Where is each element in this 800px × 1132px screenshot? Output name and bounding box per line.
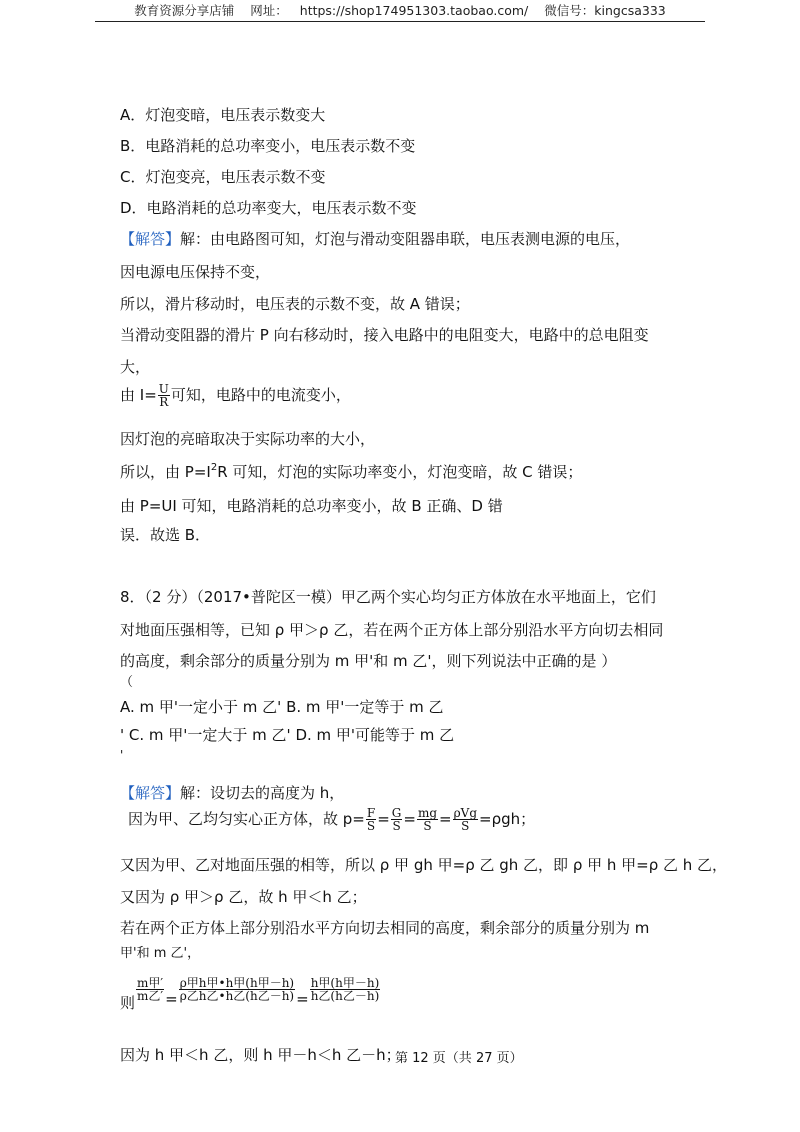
- answer-line-2: 因电源电压保持不变，: [120, 263, 271, 281]
- formula-prefix: 因为甲、乙均匀实心正方体，故 p=: [128, 810, 365, 828]
- numerator: ρ甲h甲•h甲(h甲－h): [179, 976, 295, 990]
- denominator: S: [461, 819, 470, 833]
- answer-line-1: [120, 229, 630, 249]
- question-8-line-2: 对地面压强相等，已知 ρ 甲＞ρ 乙，若在两个正方体上部分别沿水平方向切去相同: [120, 621, 664, 639]
- denominator: ρ乙h乙•h乙(h乙－h): [179, 989, 295, 1003]
- wechat-id: 微信号：kingcsa333: [544, 3, 666, 18]
- answer-line-3: 所以，滑片移动时，电压表的示数不变，故 A 错误；: [120, 295, 470, 313]
- option-d: D．电路消耗的总功率变大，电压表示数不变: [120, 199, 417, 217]
- formula-suffix: =ρgh；: [479, 810, 536, 828]
- numerator: mg: [417, 806, 438, 820]
- formula-suffix: R 可知，灯泡的实际功率变小，灯泡变暗，故 C 错误；: [217, 463, 583, 481]
- answer-line-8: [120, 462, 582, 485]
- question-8-options-1: A. m 甲'一定小于 m 乙' B. m 甲'一定等于 m 乙: [120, 698, 444, 716]
- fraction-mg-s: [417, 807, 438, 832]
- fraction-g-s: [391, 807, 403, 832]
- solution-line-1: [120, 783, 344, 803]
- denominator: R: [159, 395, 169, 409]
- question-8-options-3: ': [120, 748, 124, 762]
- question-8-line-1: 8．（2 分）（2017•普陀区一模）甲乙两个实心均匀正方体放在水平地面上，它们: [120, 588, 656, 606]
- fraction-mass-ratio: [136, 977, 164, 1002]
- denominator: m乙′: [137, 989, 164, 1003]
- formula-prefix: 所以，由 P=I: [120, 463, 211, 481]
- fraction-f-s: [366, 807, 376, 832]
- option-b: B．电路消耗的总功率变小，电压表示数不变: [120, 137, 416, 155]
- answer-line-9: 由 P=UI 可知，电路消耗的总功率变小，故 B 正确、D 错: [120, 497, 503, 515]
- answer-line-7: 因灯泡的亮暗取决于实际功率的大小，: [120, 430, 376, 448]
- solution-line-2: 因为甲、乙均匀实心正方体，故 p= $\frac{F}{S}$ = $\frac{G}{S}$ = $\frac{mg}{S}$ = $\frac{\text{ρVg}}{S}$ =ρgh；: [128, 806, 536, 833]
- fraction-density-ratio: [179, 977, 295, 1002]
- formula-suffix: 可知，电路中的电流变小，: [170, 386, 351, 404]
- denominator: S: [366, 819, 376, 833]
- solution-line-8: 因为 h 甲＜h 乙，则 h 甲－h＜h 乙－h；: [120, 1046, 401, 1064]
- question-8-line-3: 的高度，剩余部分的质量分别为 m 甲'和 m 乙'，则下列说法中正确的是 ）: [120, 652, 617, 670]
- solution-line-4: 又因为 ρ 甲＞ρ 乙，故 h 甲＜h 乙；: [120, 888, 367, 906]
- answer-tag: 【解答】: [120, 230, 181, 248]
- solution-line-6: 甲'和 m 乙'，: [120, 946, 201, 961]
- question-8-options-2: ' C. m 甲'一定大于 m 乙' D. m 甲'可能等于 m 乙: [120, 726, 455, 744]
- superscript: 2: [210, 462, 218, 473]
- option-a: A．灯泡变暗，电压表示数变大: [120, 106, 326, 124]
- solution-line-5: 若在两个正方体上部分别沿水平方向切去相同的高度，剩余部分的质量分别为 m: [120, 919, 650, 937]
- shop-name: 教育资源分享店铺: [134, 3, 235, 18]
- site-label: 网址：: [250, 3, 288, 18]
- answer-line-4: 当滑动变阻器的滑片 P 向右移动时，接入电路中的电阻变大，电路中的总电阻变: [120, 326, 649, 344]
- denominator: S: [423, 819, 432, 833]
- numerator: F: [366, 806, 376, 820]
- solution-line-7: 则 $\frac{\text{m甲′}}{\text{m乙′}}$ = $\frac{\text{ρ甲h甲•h甲(h甲－h)}}{\text{ρ乙h乙•h乙(h乙－h)}}$ = $\frac{\text{h甲(h甲－h)}}{\text{h乙(h乙－h)}}$: [120, 976, 380, 1012]
- answer-line-5: 大，: [120, 358, 151, 376]
- solution-text: 解：设切去的高度为 h，: [180, 784, 345, 802]
- formula-prefix: 由 I=: [120, 386, 157, 404]
- answer-text: 解：由电路图可知，灯泡与滑动变阻器串联，电压表测电源的电压，: [180, 230, 631, 248]
- numerator: m甲′: [137, 976, 164, 990]
- formula-prefix: 则: [120, 994, 136, 1012]
- numerator: U: [158, 382, 169, 396]
- fraction-height-ratio: [310, 977, 381, 1002]
- numerator: h甲(h甲－h): [310, 976, 380, 990]
- answer-line-10: 误．故选 B．: [120, 526, 211, 544]
- fraction-u-r: [158, 383, 170, 408]
- solution-tag: 【解答】: [120, 784, 181, 802]
- solution-line-3: 又因为甲、乙对地面压强的相等，所以 ρ 甲 gh 甲=ρ 乙 gh 乙，即 ρ 甲 h 甲=ρ 乙 h 乙，: [120, 856, 728, 874]
- question-8-line-4: （: [120, 675, 134, 690]
- denominator: h乙(h乙－h): [310, 989, 380, 1003]
- fraction-rhovg-s: [453, 807, 478, 832]
- site-url: https://shop174951303.taobao.com/: [299, 3, 529, 18]
- denominator: S: [392, 819, 401, 833]
- page-number: 第 12 页（共 27 页）: [395, 1051, 523, 1066]
- page-header: [95, 3, 705, 22]
- numerator: G: [391, 806, 402, 820]
- numerator: ρVg: [453, 806, 477, 820]
- option-c: C．灯泡变亮，电压表示数不变: [120, 168, 326, 186]
- answer-line-6: [120, 383, 351, 408]
